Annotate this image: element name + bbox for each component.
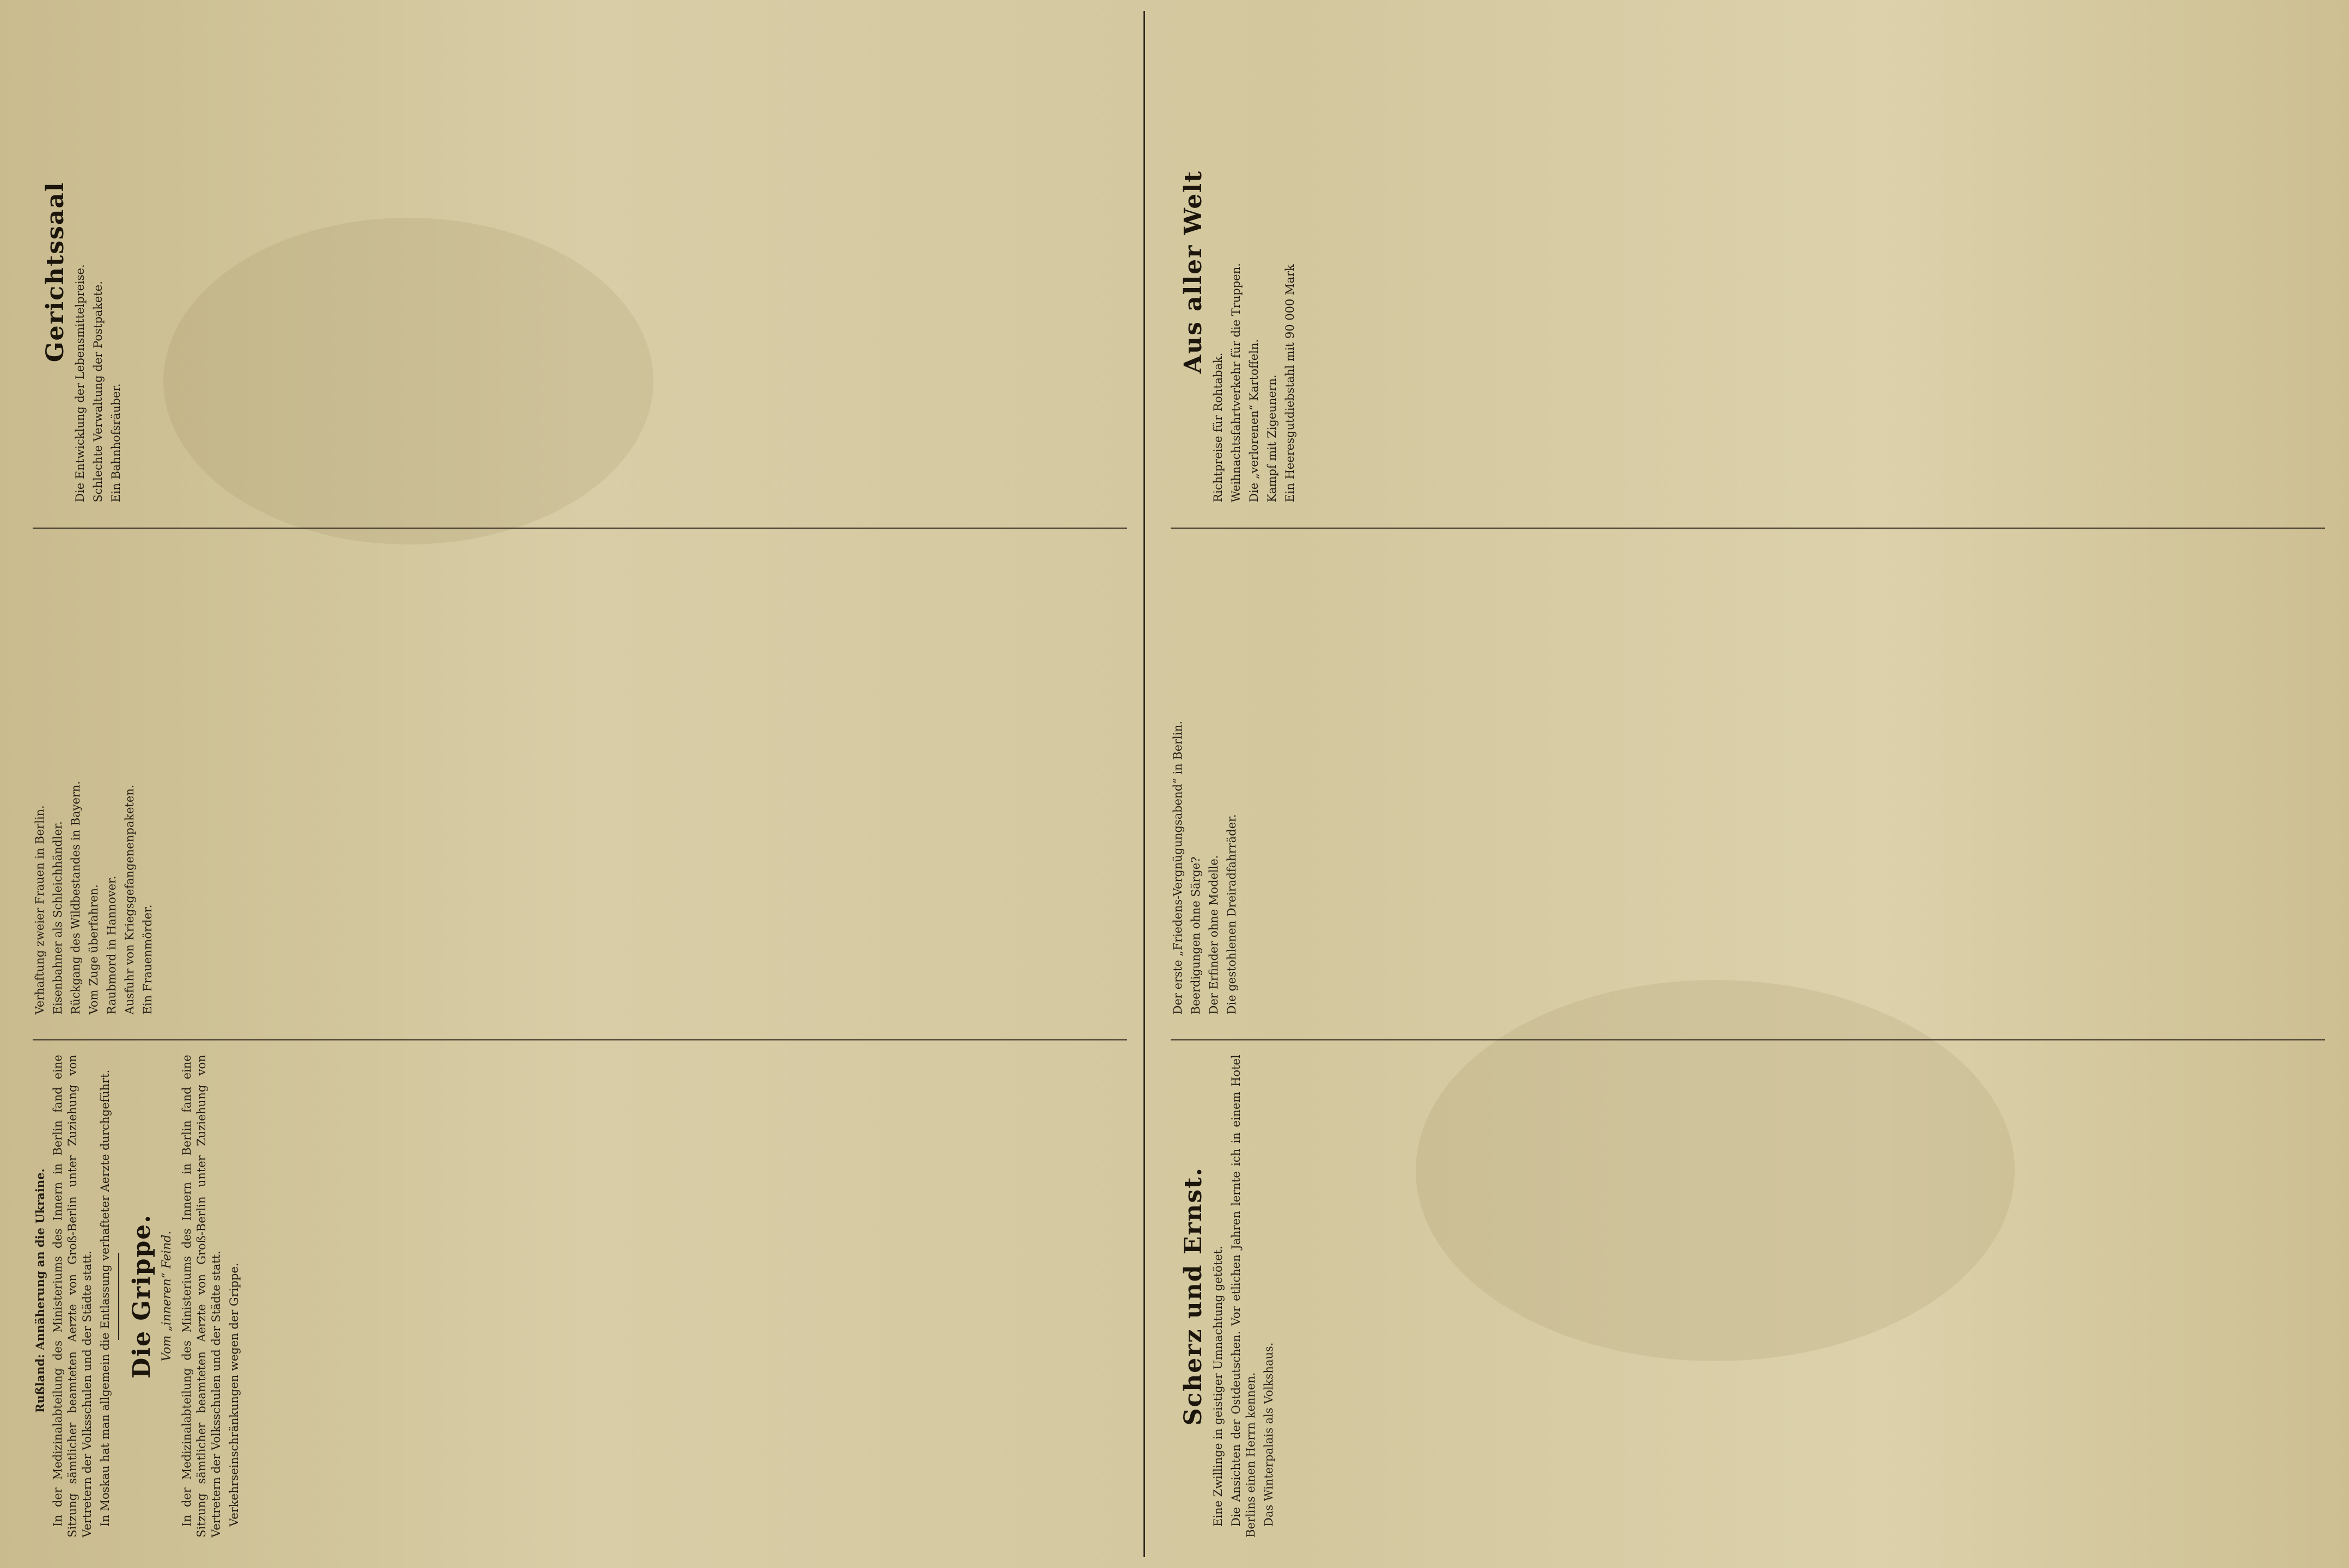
article-text: Ein Heeresgutdiebstahl mit 90 000 Mark: [1283, 264, 1296, 503]
article-text: Ausfuhr von Kriegsgefangenenpaketen.: [123, 785, 136, 1015]
article-text: Die Ansichten der Ostdeutschen. Vor etlichen Jahren lernte ich in einem Hotel Berlins einen Herrn kennen.: [1229, 1055, 1257, 1538]
lower-row: [1171, 16, 2325, 1552]
article-text: Die Entwicklung der Lebensmittelpreise.: [74, 264, 87, 503]
section-subheading: Vom „inneren“ Feind.: [160, 1230, 174, 1362]
upper-row: [33, 16, 1127, 1552]
article-text: In Moskau hat man allgemein die Entlassung verhafteter Aerzte durchgeführt.: [99, 1069, 112, 1527]
article-text: Die „verlorenen“ Kartoffeln.: [1247, 339, 1261, 503]
article-text: Weihnachtsfahrtverkehr für die Truppen.: [1229, 263, 1243, 503]
column-upper-2: [33, 528, 1127, 1040]
article-text: In der Medizinalabteilung des Ministeriums des Innern in Berlin fand eine Sitzung sämtlicher beamteten Aerzte von Groß-Berlin unter Zuziehung von Vertretern der Volksschulen und der Städte statt.: [180, 1055, 223, 1538]
section-heading-grippe: Die Grippe.: [128, 1214, 156, 1379]
article-text: Beerdigungen ohne Särge?: [1189, 856, 1202, 1015]
article-text: Vom Zuge überfahren.: [87, 884, 100, 1015]
horizontal-divider: [1143, 11, 1145, 1557]
column-lower-2: [1171, 528, 2325, 1040]
section-heading-gerichtssaal: Gerichtssaal: [41, 181, 69, 363]
section-heading-scherz: Scherz und Ernst.: [1179, 1167, 1207, 1426]
article-text: Der erste „Friedens-Vergnügungsabend“ in Berlin.: [1171, 721, 1184, 1015]
article-text: In der Medizinalabteilung des Ministeriums des Innern in Berlin fand eine Sitzung sämtlicher beamteten Aerzte von Groß-Berlin unter Zuziehung von Vertretern der Volksschulen und der Städte statt.: [51, 1055, 94, 1538]
article-text: Ein Bahnhofsräuber.: [109, 383, 123, 503]
column-upper-1: [33, 1039, 1127, 1552]
article-rumor: Rußland: Annäherung an die Ukraine.: [33, 1168, 47, 1413]
article-text: Das Winterpalais als Volkshaus.: [1262, 1342, 1275, 1527]
article-text: Kampf mit Zigeunern.: [1265, 375, 1279, 503]
article-text: Ein Frauenmörder.: [141, 904, 154, 1015]
article-text: Verhaftung zweier Frauen in Berlin.: [33, 805, 46, 1015]
section-heading-aus-aller-welt: Aus aller Welt: [1179, 170, 1207, 374]
article-text: Der Erfinder ohne Modelle.: [1207, 855, 1220, 1015]
section-divider: [118, 1253, 119, 1340]
article-text: Rückgang des Wildbestandes in Bayern.: [69, 781, 82, 1015]
article-text: Schlechte Verwaltung der Postpakete.: [91, 281, 105, 503]
column-lower-3: [1171, 16, 2325, 528]
article-text: Verkehrseinschränkungen wegen der Grippe.: [228, 1263, 241, 1527]
article-text: Die gestohlenen Dreiradfahrräder.: [1225, 814, 1238, 1015]
column-upper-3: [33, 16, 1127, 528]
article-text: Richtpreise für Rohtabak.: [1212, 352, 1225, 503]
article-text: Eine Zwillinge in geistiger Umnachtung getötet.: [1212, 1246, 1225, 1527]
column-lower-1: [1171, 1039, 2325, 1552]
article-text: Eisenbahner als Schleichhändler.: [51, 821, 64, 1015]
article-text: Raubmord in Hannover.: [105, 875, 118, 1015]
